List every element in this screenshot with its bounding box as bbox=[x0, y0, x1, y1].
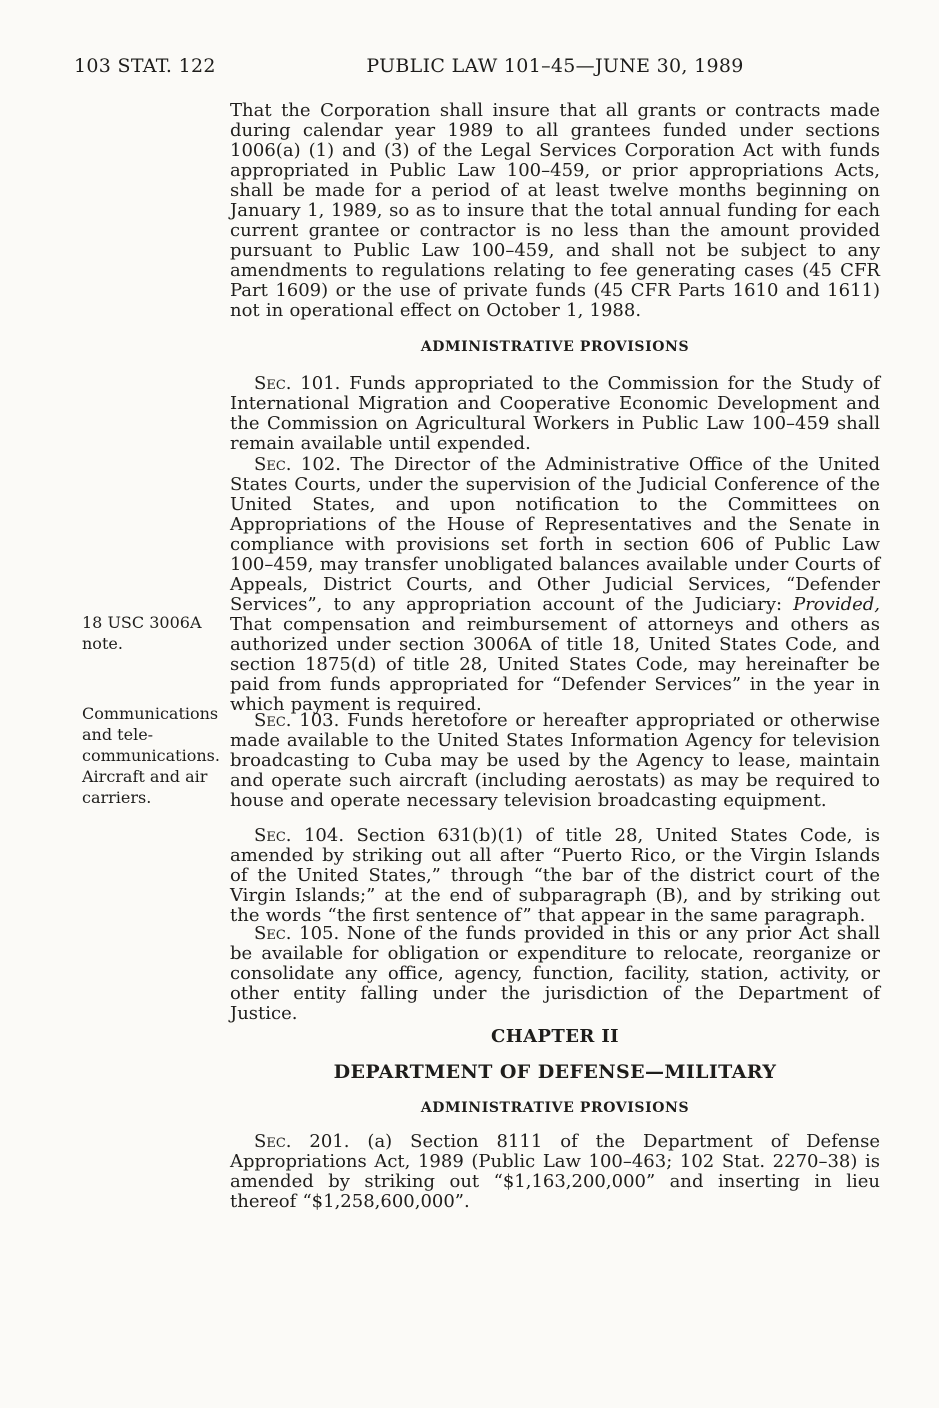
margin-note-communications bbox=[82, 703, 227, 808]
section-103-text: Funds heretofore or hereafter appropriated or otherwise made available to the United States Information Agency for television broadcasting to Cuba may be used by the Agency to lease, maintain and operate such aircraft (including aerostats) as may be required to house and operate necessary television broadcasting equipment. bbox=[230, 710, 880, 811]
section-104-paragraph bbox=[230, 826, 880, 926]
section-101-paragraph bbox=[230, 374, 880, 454]
section-102-label: Sec. 102. bbox=[254, 454, 341, 475]
stat-page-number: 103 STAT. 122 bbox=[74, 55, 216, 77]
chapter-heading: CHAPTER II bbox=[490, 1026, 619, 1047]
section-102-proviso-term: Provided, bbox=[793, 594, 880, 615]
section-102-text: The Director of the Administrative Office of the United States Courts, under the supervision of the Judicial Conference of the United States, and upon notification to the Committees on Appropriations of the House of Representatives and the Senate in compliance with provisions set forth in section 606 of Public Law 100–459, may transfer unobligated balances available under Courts of Appeals, District Courts, and Other Judicial Services, “Defender Services”, to any appropriation account of the Judiciary: bbox=[230, 454, 880, 615]
section-104-label: Sec. 104. bbox=[254, 825, 345, 846]
section-103-label: Sec. 103. bbox=[254, 710, 340, 731]
section-102-paragraph bbox=[230, 455, 880, 715]
continuation-paragraph: That the Corporation shall insure that all grants or contracts made during calendar year 1989 to all grantees funded under sections 1006(a) (1) and (3) of the Legal Services Corporation Act with funds appropriated in Public Law 100–459, or prior appropriations Acts, shall be made for a period of at least twelve months beginning on January 1, 1989, so as to insure that the total annual funding for each current grantee or contractor is no less than the amount provided pursuant to Public Law 100–459, and shall not be subject to any amendments to regulations relating to fee generating cases (45 CFR Part 1609) or the use of private funds (45 CFR Parts 1610 and 1611) not in operational effect on October 1, 1988. bbox=[230, 100, 880, 321]
administrative-provisions-heading: ADMINISTRATIVE PROVISIONS bbox=[420, 339, 690, 355]
public-law-running-title: PUBLIC LAW 101–45—JUNE 30, 1989 bbox=[366, 55, 744, 77]
section-104-text: Section 631(b)(1) of title 28, United States Code, is amended by striking out all after “Puerto Rico, or the Virgin Islands of the United States,” through “the bar of the district court of the Virgin Islands;” at the end of subparagraph (B), and by striking out the words “the first sentence of” that appear in the same paragraph. bbox=[230, 825, 880, 926]
section-105-text: None of the funds provided in this or any prior Act shall be available for obligation or expenditure to relocate, reorganize or consolidate any office, agency, function, facility, station, activity, or other entity falling under the jurisdiction of the Department of Justice. bbox=[230, 923, 880, 1024]
margin-note-communications-line: communications. bbox=[82, 746, 220, 765]
section-103-paragraph bbox=[230, 711, 880, 811]
administrative-provisions-heading-2: ADMINISTRATIVE PROVISIONS bbox=[420, 1100, 690, 1116]
margin-note-usc-line: 18 USC 3006A bbox=[82, 613, 202, 632]
margin-note-usc bbox=[82, 612, 227, 654]
section-201-label: Sec. 201. bbox=[254, 1131, 350, 1152]
section-105-paragraph bbox=[230, 924, 880, 1024]
margin-note-communications-line: Aircraft and air bbox=[82, 767, 208, 786]
section-102-text-after: That compensation and reimbursement of attorneys and others as authorized under section 3006A of title 18, United States Code, and section 1875(d) of title 28, United States Code, may hereinafter be paid from funds appropriated for “Defender Services” in the year in which payment is required. bbox=[230, 614, 880, 715]
section-101-text: Funds appropriated to the Commission for the Study of International Migration and Cooperative Economic Development and the Commission on Agricultural Workers in Public Law 100–459 shall remain available until expended. bbox=[230, 373, 880, 454]
section-201-text: (a) Section 8111 of the Department of Defense Appropriations Act, 1989 (Public Law 100–463; 102 Stat. 2270–38) is amended by striking out “$1,163,200,000” and inserting in lieu thereof “$1,258,600,000”. bbox=[230, 1131, 880, 1212]
margin-note-communications-line: Communications bbox=[82, 704, 219, 723]
section-105-label: Sec. 105. bbox=[254, 923, 340, 944]
section-201-paragraph bbox=[230, 1132, 880, 1212]
department-heading: DEPARTMENT OF DEFENSE—MILITARY bbox=[333, 1061, 777, 1083]
margin-note-usc-line: note. bbox=[82, 634, 123, 653]
margin-note-communications-line: carriers. bbox=[82, 788, 152, 807]
margin-note-communications-line: and tele- bbox=[82, 725, 154, 744]
section-101-label: Sec. 101. bbox=[254, 373, 341, 394]
